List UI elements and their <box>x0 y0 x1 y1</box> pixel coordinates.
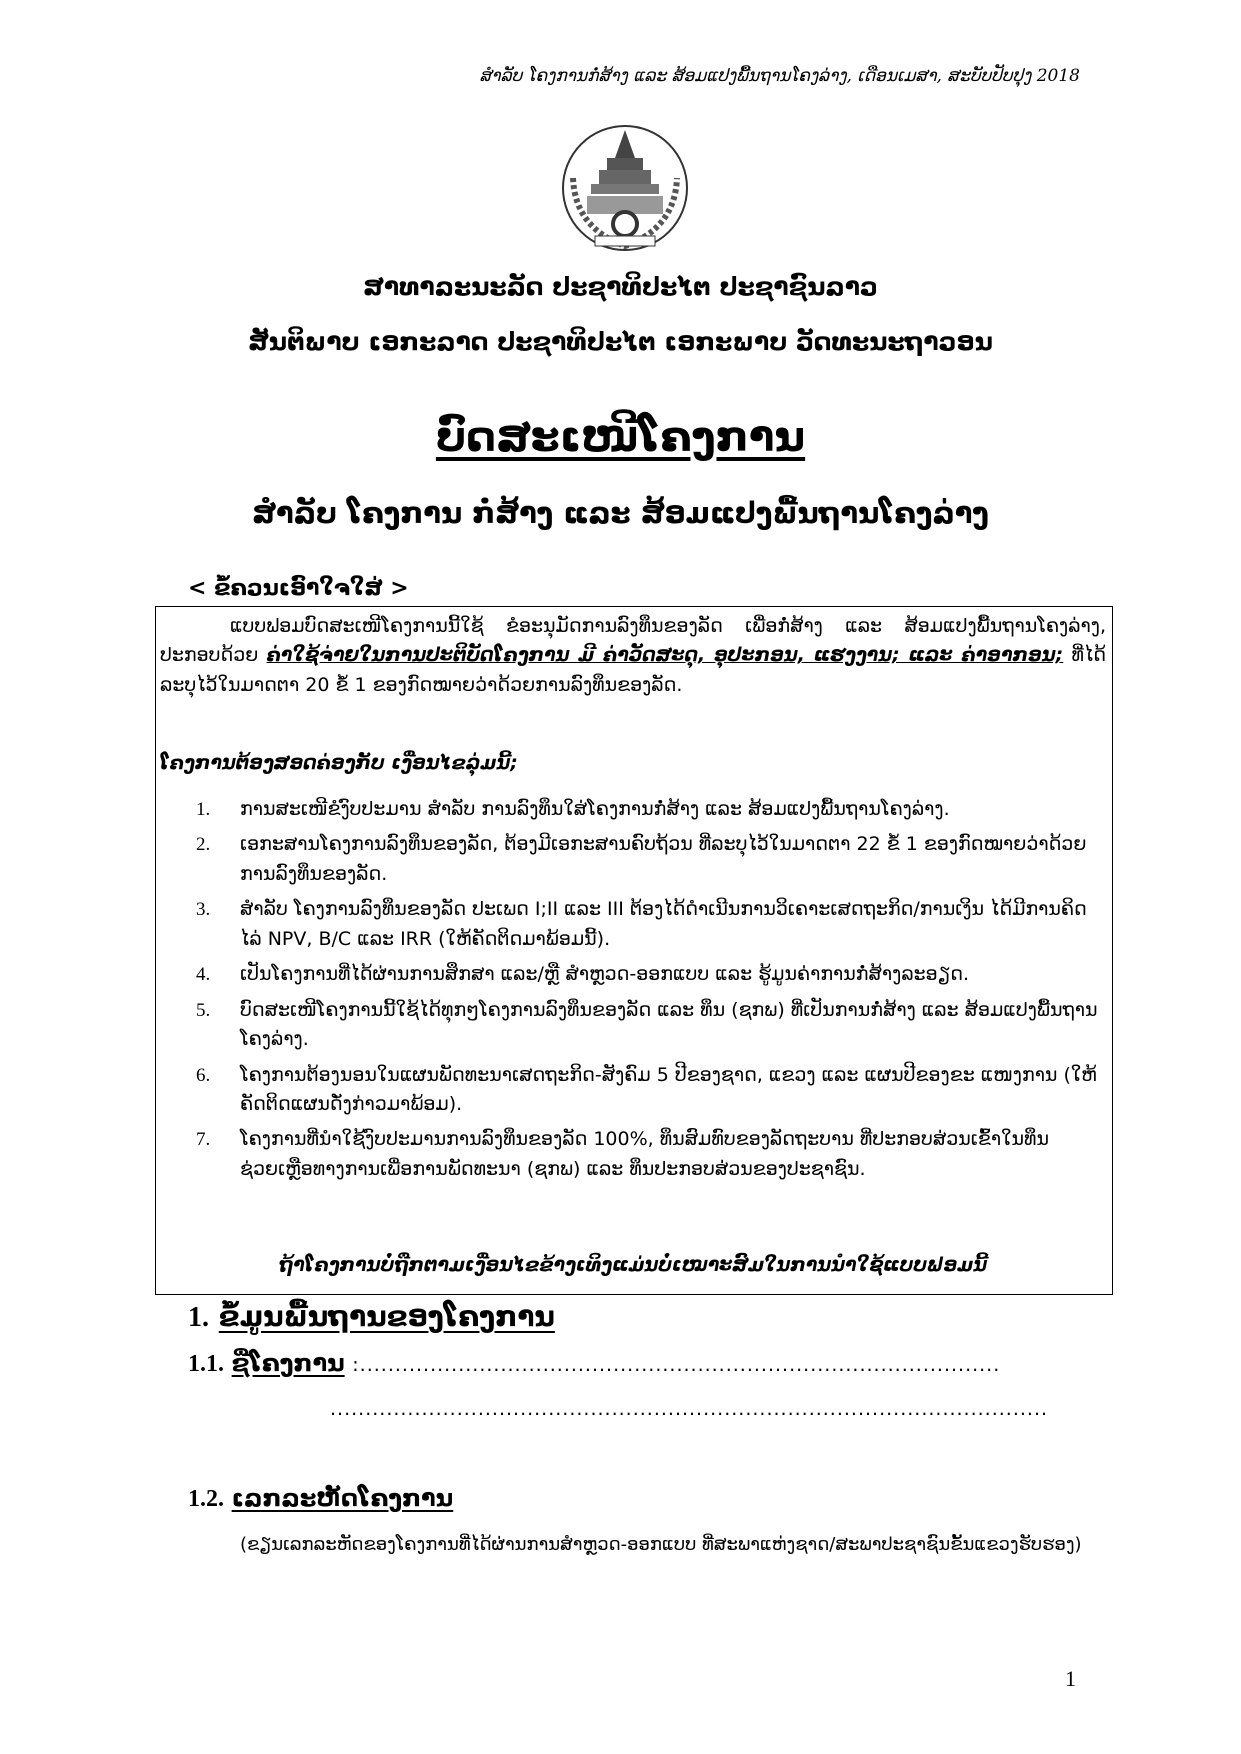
notice-paragraph-start: ແບບຟອມບົດສະເໜີໂຄງການນີ້ໃຊ້ ຂໍອະນຸມັດການລົງທຶນຂອງລັດ ເພື່ອກໍ່ສ້າງ ແລະ ສ້ອມແປງພື້ນຖານໂຄງລ່າງ, ປະກອບດ້ວຍ <box>160 615 1106 667</box>
project-code-label: ເລກລະຫັດໂຄງການ <box>231 1484 454 1512</box>
condition-item <box>160 895 1106 954</box>
section-1-heading <box>188 1300 555 1334</box>
condition-number: 7. <box>196 1129 211 1151</box>
condition-number: 5. <box>196 999 211 1021</box>
conditions-footnote: ຖ້າໂຄງການບໍ່ຖືກຕາມເງື່ອນໄຂຂ້າງເທິງແມ່ນບໍ່ເໝາະສົມໃນການນຳໃຊ້ແບບຟອມນີ້ <box>278 1254 988 1276</box>
condition-text: ໂຄງການຕ້ອງນອນໃນແຜນພັດທະນາເສດຖະກິດ-ສັງຄົມ 5 ປີຂອງຊາດ, ແຂວງ ແລະ ແຜນປີຂອງຂະ ແໜງການ (ໃຫ້ຄັດຕິດແຜນດັ່ງກ່າວມາພ້ອມ). <box>240 1063 1097 1115</box>
lao-national-emblem-icon <box>555 118 695 258</box>
nation-line-1: ສາທາລະນະລັດ ປະຊາທິປະໄຕ ປະຊາຊົນລາວ <box>363 272 878 301</box>
notice-paragraph <box>160 612 1106 700</box>
condition-item <box>160 996 1106 1055</box>
conditions-list <box>160 795 1106 1190</box>
project-name-field[interactable]: :........................................................................................... <box>352 1354 1001 1376</box>
project-name-label: ຊື່ໂຄງການ <box>231 1349 345 1377</box>
notice-paragraph-end: ທີ່ໄດ້ລະບຸໄວ້ໃນມາດຕາ 20 ຂໍ້ 1 ຂອງກົດໝາຍວ່າດ້ວຍການລົງທຶນຂອງລັດ. <box>160 644 1106 696</box>
project-code-note: (ຂຽນເລກລະຫັດຂອງໂຄງການທີ່ໄດ້ຜ່ານການສຳຫຼວດ-ອອກແບບ ທີ່ສະພາແຫ່ງຊາດ/ສະພາປະຊາຊົນຂັ້ນແຂວງຮັບຮອງ) <box>240 1534 1082 1555</box>
subsection-1-1 <box>188 1349 1000 1378</box>
condition-item <box>160 1125 1106 1184</box>
header-note: ສຳລັບ ໂຄງການກໍ່ສ້າງ ແລະ ສ້ອມແປງພື້ນຖານໂຄງລ່າງ, ເດືອນເມສາ, ສະບັບປັບປຸງ 2018 <box>479 66 1080 86</box>
section-1-number: 1. <box>188 1302 209 1333</box>
condition-item <box>160 830 1106 889</box>
condition-text: ໂຄງການທີ່ນຳໃຊ້ງົບປະມານການລົງທຶນຂອງລັດ 100%, ທຶນສົມທົບຂອງລັດຖະບານ ທີ່ປະກອບສ່ວນເຂົ້າໃນທຶນຊ່ວຍເຫຼືອທາງການເພື່ອການພັດທະນາ (ຊກພ) ແລະ ທຶນປະກອບສ່ວນຂອງປະຊາຊົນ. <box>240 1128 1049 1180</box>
notice-label: < ຂໍ້ຄວນເອົາໃຈໃສ່ > <box>188 576 409 601</box>
subsection-1-2 <box>188 1484 453 1513</box>
page-number: 1 <box>1065 1666 1076 1691</box>
condition-number: 1. <box>196 799 211 820</box>
nation-line-2: ສັນຕິພາບ ເອກະລາດ ປະຊາທິປະໄຕ ເອກະພາບ ວັດທະນະຖາວອນ <box>248 327 993 356</box>
condition-item <box>160 1061 1106 1120</box>
condition-text: ບົດສະເໜີໂຄງການນີ້ໃຊ້ໄດ້ທຸກໆໂຄງການລົງທຶນຂອງລັດ ແລະ ທຶນ (ຊກພ) ທີ່ເປັນການກໍ່ສ້າງ ແລະ ສ້ອມແປງພື້ນຖານໂຄງລ່າງ. <box>240 998 1098 1051</box>
notice-paragraph-emphasis: ຄ່າໃຊ້ຈ່າຍໃນການປະຕິບັດໂຄງການ ມີ ຄ່າວັດສະດຸ, ອຸປະກອນ, ແຮງງານ; ແລະ ຄ່າອາກອນ; <box>266 644 1064 667</box>
condition-text: ເປັນໂຄງການທີ່ໄດ້ຜ່ານການສຶກສາ ແລະ/ຫຼື ສຳຫຼວດ-ອອກແບບ ແລະ ຮູ້ມູນຄ່າການກໍ່ສ້າງລະອຽດ. <box>240 963 970 986</box>
condition-text: ສຳລັບ ໂຄງການລົງທຶນຂອງລັດ ປະເພດ I;II ແລະ III ຕ້ອງໄດ້ດຳເນີນການວິເຄາະເສດຖະກິດ/ການເງິນ ໄດ້ມີການຄິດໄລ່ NPV, B/C ແລະ IRR (ໃຫ້ຄັດຕິດມາພ້ອມນີ້). <box>240 898 1087 950</box>
subsection-1-1-number: 1.1. <box>188 1351 224 1377</box>
document-subtitle: ສຳລັບ ໂຄງການ ກໍ່ສ້າງ ແລະ ສ້ອມແປງພື້ນຖານໂຄງລ່າງ <box>252 496 989 530</box>
project-name-field-line2[interactable]: ...................................................................................................... <box>330 1398 1049 1420</box>
section-1-title: ຂໍ້ມູນພື້ນຖານຂອງໂຄງການ <box>218 1300 555 1333</box>
condition-number: 6. <box>196 1064 211 1086</box>
subsection-1-2-number: 1.2. <box>188 1486 224 1512</box>
condition-number: 2. <box>196 834 211 856</box>
document-title: ບົດສະເໜີໂຄງການ <box>435 412 806 461</box>
condition-text: ເອກະສານໂຄງການລົງທຶນຂອງລັດ, ຕ້ອງມີເອກະສານຄົບຖ້ວນ ທີ່ລະບຸໄວ້ໃນມາດຕາ 22 ຂໍ້ 1 ຂອງກົດໝາຍວ່າດ້ວຍການລົງທຶນຂອງລັດ. <box>240 833 1087 885</box>
condition-item <box>160 960 1106 989</box>
condition-text: ການສະເໜີຂໍງົບປະມານ ສຳລັບ ການລົງທຶນໃສ່ໂຄງການກໍ່ສ້າງ ແລະ ສ້ອມແປງພື້ນຖານໂຄງລ່າງ. <box>240 798 950 820</box>
conditions-heading: ໂຄງການຕ້ອງສອດຄ່ອງກັບ ເງື່ອນໄຂລຸ່ມນີ້; <box>160 752 518 774</box>
condition-number: 4. <box>196 964 211 986</box>
condition-number: 3. <box>196 899 211 921</box>
condition-item <box>160 795 1106 824</box>
